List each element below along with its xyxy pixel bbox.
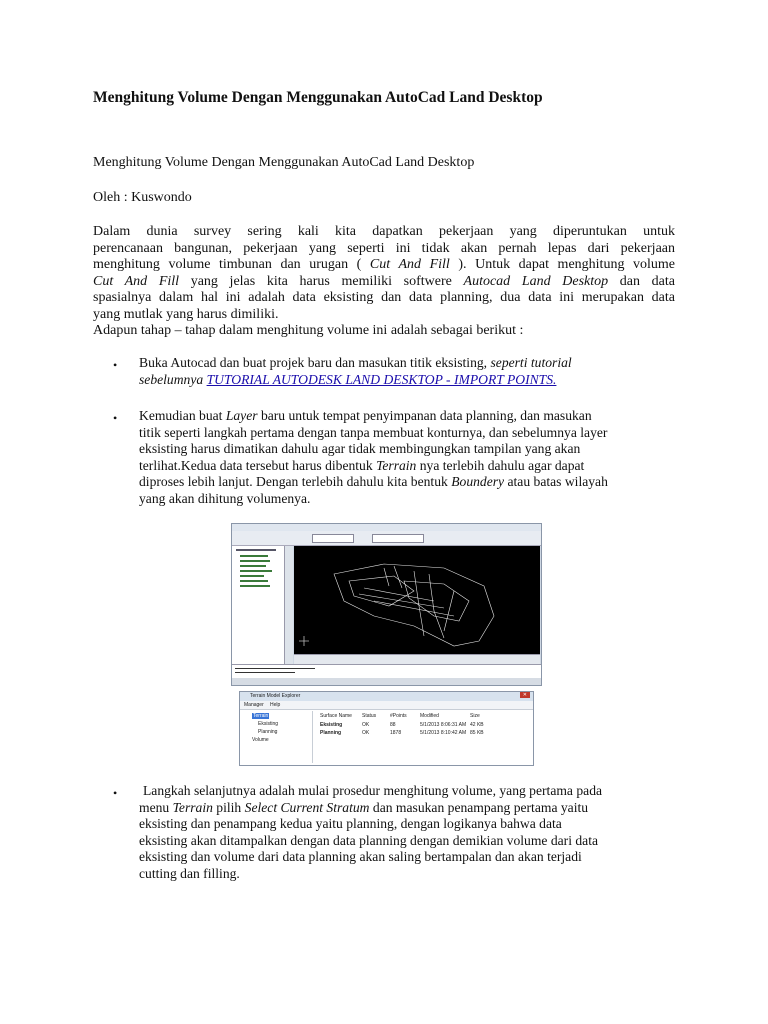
column-header[interactable]: Size	[470, 713, 480, 719]
window-title: Terrain Model Explorer	[250, 693, 301, 699]
site-plan-drawing	[294, 546, 540, 654]
tree-item-volume[interactable]: Volume	[252, 737, 269, 743]
cad-toolbar	[232, 531, 541, 546]
cad-prospector-panel	[232, 546, 285, 664]
bullet-marker: •	[113, 786, 118, 800]
tree-item-planning[interactable]: Planning	[258, 729, 278, 735]
subtitle: Menghitung Volume Dengan Menggunakan AutoCad Land Desktop	[93, 155, 475, 170]
cad-drawing-area[interactable]	[294, 546, 540, 654]
tree-item-eksisting[interactable]: Eksisting	[258, 721, 279, 727]
list-item: Kemudian buat Layer baru untuk tempat penyimpanan data planning, dan masukan titik seperti langkah pertama dengan tanpa membuat konturnya, dan sebelumnya layer eksisting harus dimatikan dahulu agar tidak membingungkan tampilan yang akan terlihat.Kedua data tersebut harus dibentuk Terrain nya terlebih dahulu agar dapat diproses lebih lanjut. Dengan terlebih dahulu kita bentuk Boundery atau batas wilayah yang akan dihitung volumenya.	[139, 408, 608, 506]
autocad-screenshot	[231, 523, 542, 686]
surface-table: Surface Name Status #Points Modified Size Eksisting OK 88 5/1/2013 8:06:31 AM 42 KB Planning OK 1878 5/1/2013 8:10:42 AM 85 KB	[320, 713, 484, 736]
cad-status-bar	[232, 678, 541, 685]
explorer-tree	[242, 711, 313, 763]
column-header[interactable]: #Points	[390, 713, 407, 719]
tree-item-terrain[interactable]: Terrain	[253, 713, 269, 719]
explorer-menubar	[240, 701, 533, 710]
list-item: Langkah selanjutnya adalah mulai prosedur menghitung volume, yang pertama pada menu Terrain pilih Select Current Stratum dan masukan penampang pertama yaitu eksisting dan penampang kedua yaitu planning, dengan logikanya bahwa data eksisting akan ditampalkan dengan data planning dengan demikian volume dari data eksisting dan volume dari data planning akan saling bertampalan dan akan terjadi cutting dan filling.	[139, 783, 603, 881]
intro-paragraph: Dalam dunia survey sering kali kita dapatkan pekerjaan yang diperuntukan untuk perencanaan bangunan, pekerjaan yang seperti ini tidak akan pernah lepas dari pekerjaan menghitung volume timbunan dan urugan ( Cut And Fill ). Untuk dapat menghitung volume Cut And Fill yang jelas kita harus memiliki softwere Autocad Land Desktop dan data spasialnya dalam hal ini adalah data eksisting dan data planning, dua data ini merupakan data yang mutlak yang harus dimiliki. Adapun tahap – tahap dalam menghitung volume ini adalah sebagai berikut :	[93, 224, 676, 338]
column-header[interactable]: Modified	[420, 713, 439, 719]
column-header[interactable]: Surface Name	[320, 713, 352, 719]
list-item: Buka Autocad dan buat projek baru dan masukan titik eksisting, seperti tutorial sebelumnya TUTORIAL AUTODESK LAND DESKTOP - IMPORT POINTS.	[139, 355, 572, 387]
import-points-link[interactable]: TUTORIAL AUTODESK LAND DESKTOP - IMPORT POINTS.	[206, 371, 557, 387]
author: Oleh : Kuswondo	[93, 190, 192, 205]
terrain-model-explorer-window	[239, 691, 534, 766]
menu-manager[interactable]: Manager	[244, 702, 264, 708]
menu-help[interactable]: Help	[270, 702, 281, 708]
cad-command-line[interactable]	[232, 664, 541, 679]
column-header[interactable]: Status	[362, 713, 377, 719]
document-title: Menghitung Volume Dengan Menggunakan AutoCad Land Desktop	[93, 89, 543, 106]
bullet-marker: •	[113, 358, 118, 372]
close-icon[interactable]: ✕	[520, 692, 530, 698]
bullet-marker: •	[113, 411, 118, 425]
cad-titlebar	[232, 524, 541, 531]
